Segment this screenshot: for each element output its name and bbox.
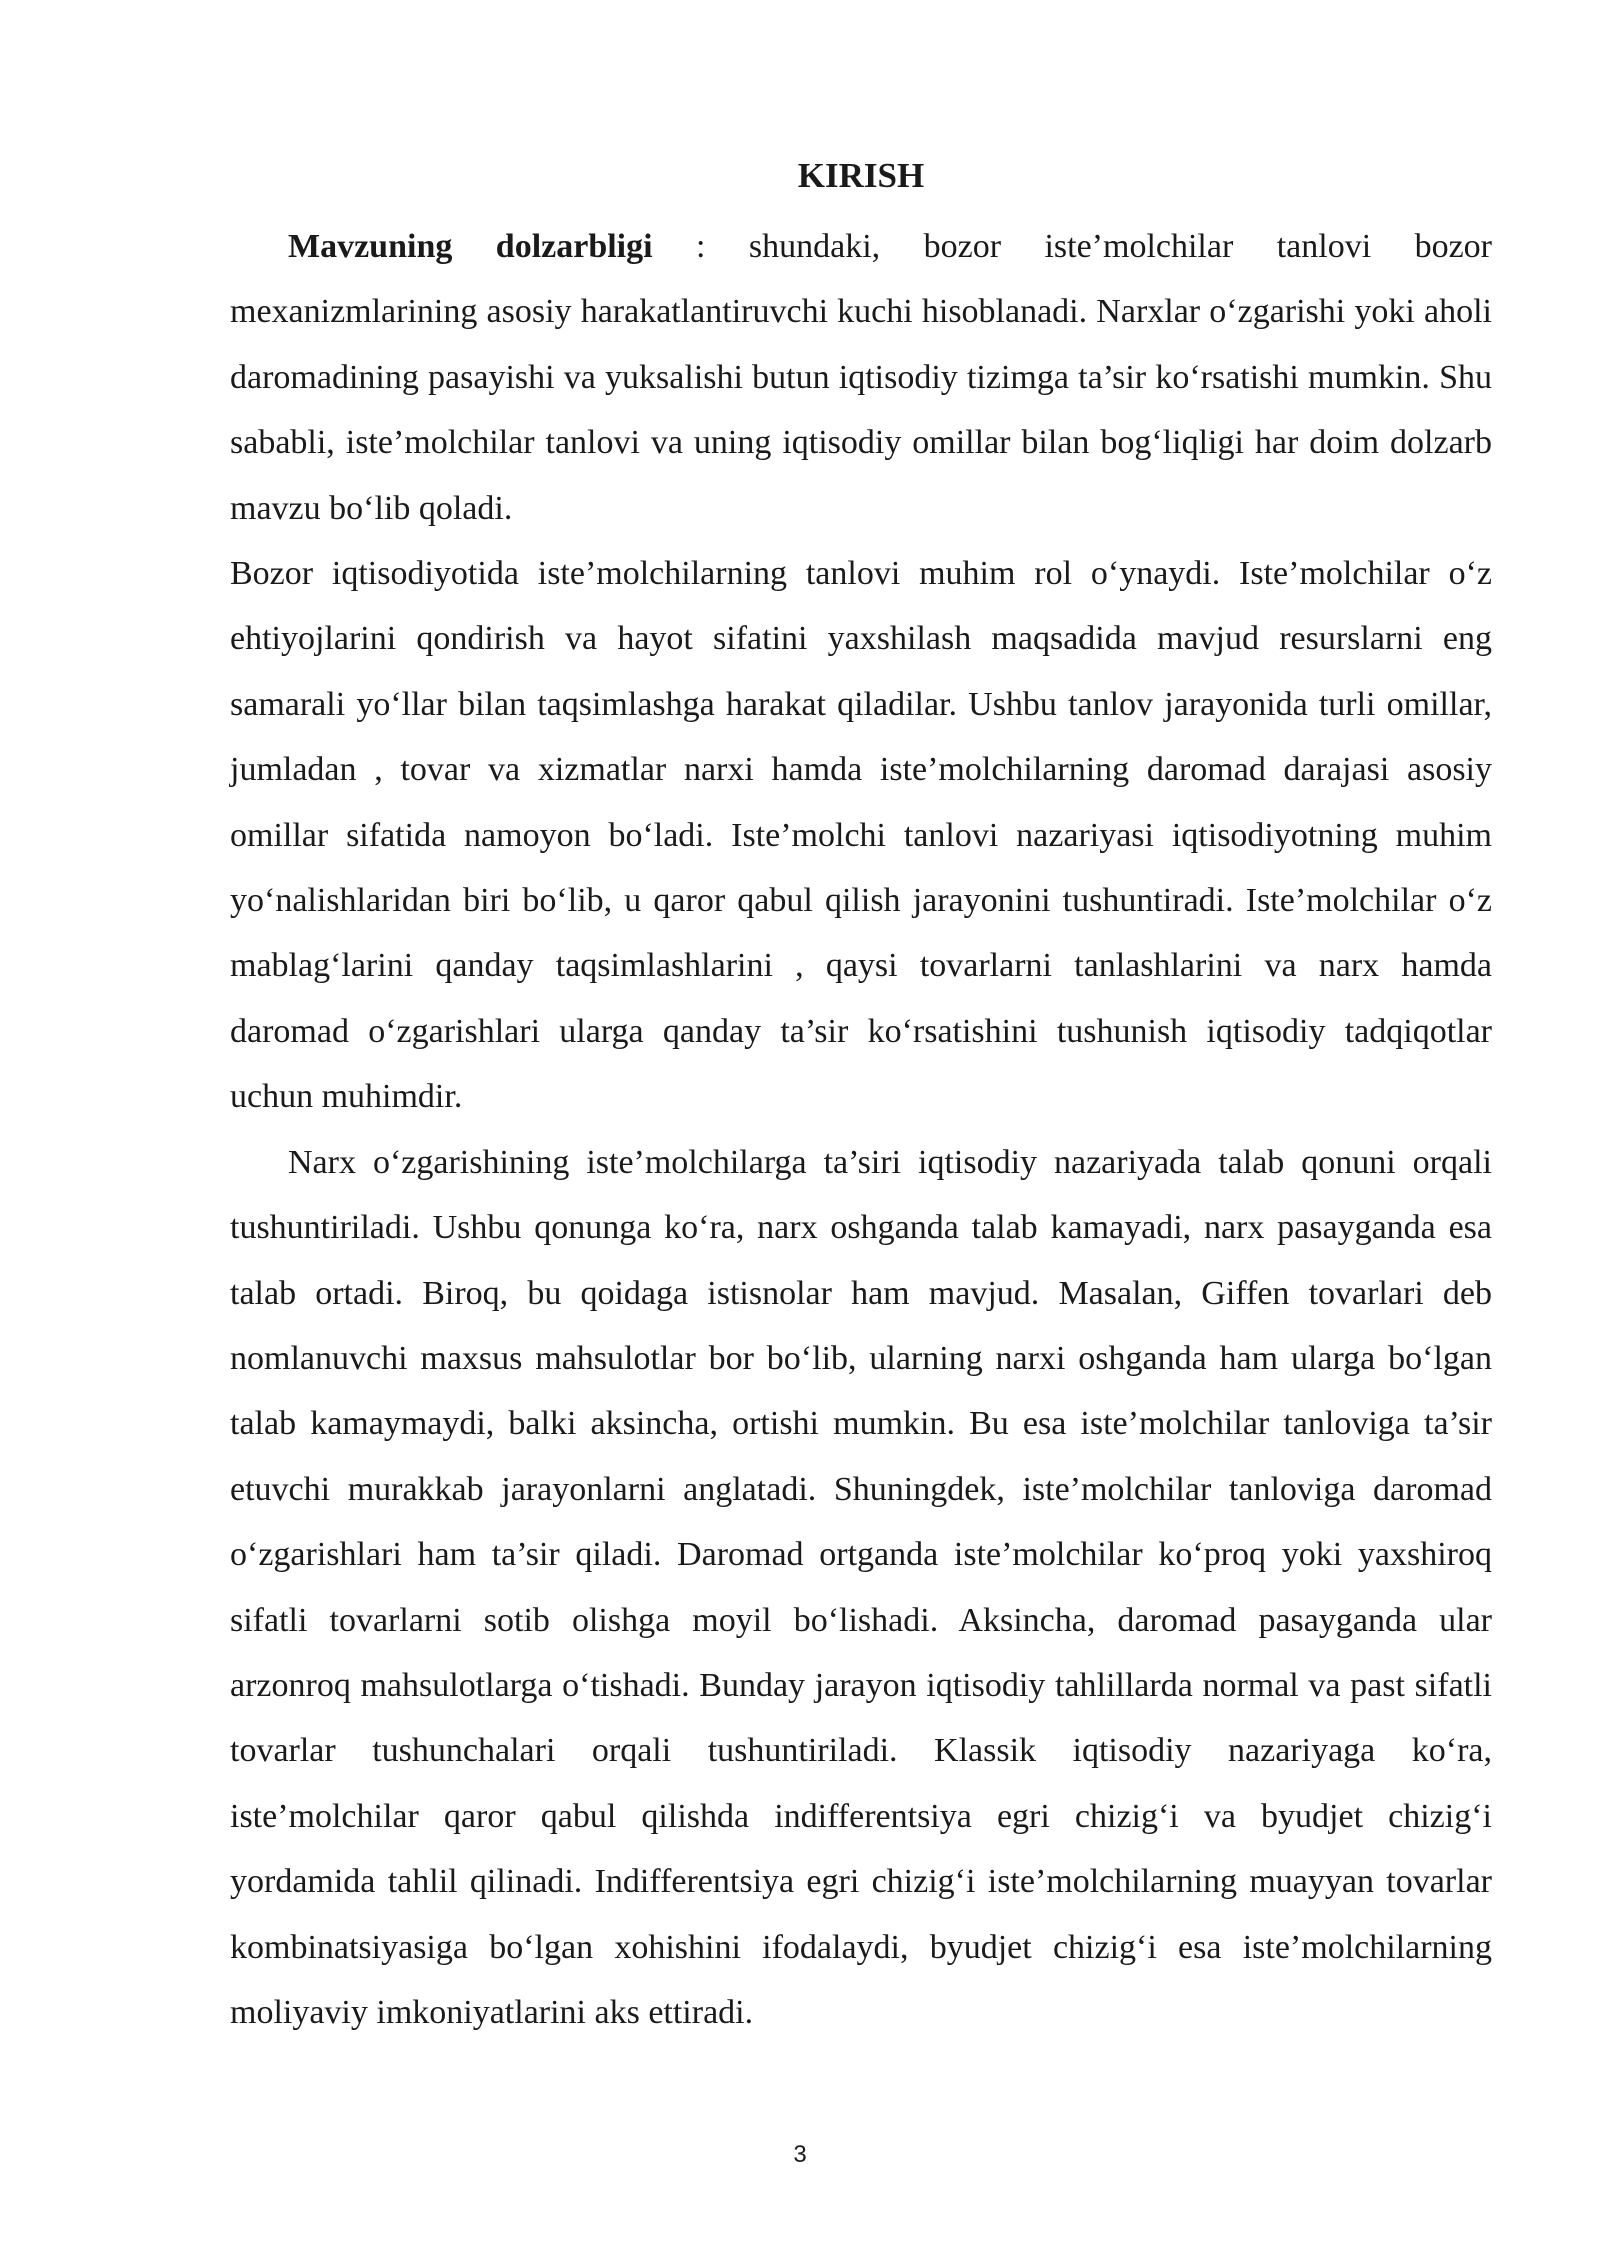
relevance-heading: Mavzuning dolzarbligi <box>288 228 653 265</box>
paragraph-relevance <box>230 214 1492 541</box>
paragraph-market-choice: Bozor iqtisodiyotida iste’molchilarning tanlovi muhim rol o‘ynaydi. Iste’molchilar o‘z ehtiyojlarini qondirish va hayot sifatini yaxshilash maqsadida mavjud resurslarni eng samarali yo‘llar bilan taqsimlashga harakat qiladilar. Ushbu tanlov jarayonida turli omillar, jumladan , tovar va xizmatlar narxi hamda iste’molchilarning daromad darajasi asosiy omillar sifatida namoyon bo‘ladi. Iste’molchi tanlovi nazariyasi iqtisodiyotning muhim yo‘nalishlaridan biri bo‘lib, u qaror qabul qilish jarayonini tushuntiradi. Iste’molchilar o‘z mablag‘larini qanday taqsimlashlarini , qaysi tovarlarni tanlashlarini va narx hamda daromad o‘zgarishlari ularga qanday ta’sir ko‘rsatishini tushunish iqtisodiy tadqiqotlar uchun muhimdir. <box>230 555 1492 1116</box>
relevance-text: : shundaki, bozor iste’molchilar tanlovi bozor mexanizmlarining asosiy harakatlantiruvchi kuchi hisoblanadi. Narxlar o‘zgarishi yoki aholi daromadining pasayishi va yuksalishi butun iqtisodiy tizimga ta’sir ko‘rsatishi mumkin. Shu sababli, iste’molchilar tanlovi va uning iqtisodiy omillar bilan bog‘liqligi har doim dolzarb mavzu bo‘lib qoladi. <box>230 228 1492 527</box>
document-page <box>230 150 1492 2045</box>
page-number: 3 <box>793 2141 807 2168</box>
section-title: KIRISH <box>797 156 925 195</box>
paragraph-price-change: Narx o‘zgarishining iste’molchilarga ta’siri iqtisodiy nazariyada talab qonuni orqali tushuntiriladi. Ushbu qonunga ko‘ra, narx oshganda talab kamayadi, narx pasayganda esa talab ortadi. Biroq, bu qoidaga istisnolar ham mavjud. Masalan, Giffen tovarlari deb nomlanuvchi maxsus mahsulotlar bor bo‘lib, ularning narxi oshganda ham ularga bo‘lgan talab kamaymaydi, balki aksincha, ortishi mumkin. Bu esa iste’molchilar tanloviga ta’sir etuvchi murakkab jarayonlarni anglatadi. Shuningdek, iste’molchilar tanloviga daromad o‘zgarishlari ham ta’sir qiladi. Daromad ortganda iste’molchilar ko‘proq yoki yaxshiroq sifatli tovarlarni sotib olishga moyil bo‘lishadi. Aksincha, daromad pasayganda ular arzonroq mahsulotlarga o‘tishadi. Bunday jarayon iqtisodiy tahlillarda normal va past sifatli tovarlar tushunchalari orqali tushuntiriladi. Klassik iqtisodiy nazariyaga ko‘ra, iste’molchilar qaror qabul qilishda indifferentsiya egri chizig‘i va byudjet chizig‘i yordamida tahlil qilinadi. Indifferentsiya egri chizig‘i iste’molchilarning muayyan tovarlar kombinatsiyasiga bo‘lgan xohishini ifodalaydi, byudjet chizig‘i esa iste’molchilarning moliyaviy imkoniyatlarini aks ettiradi. <box>230 1143 1492 2031</box>
